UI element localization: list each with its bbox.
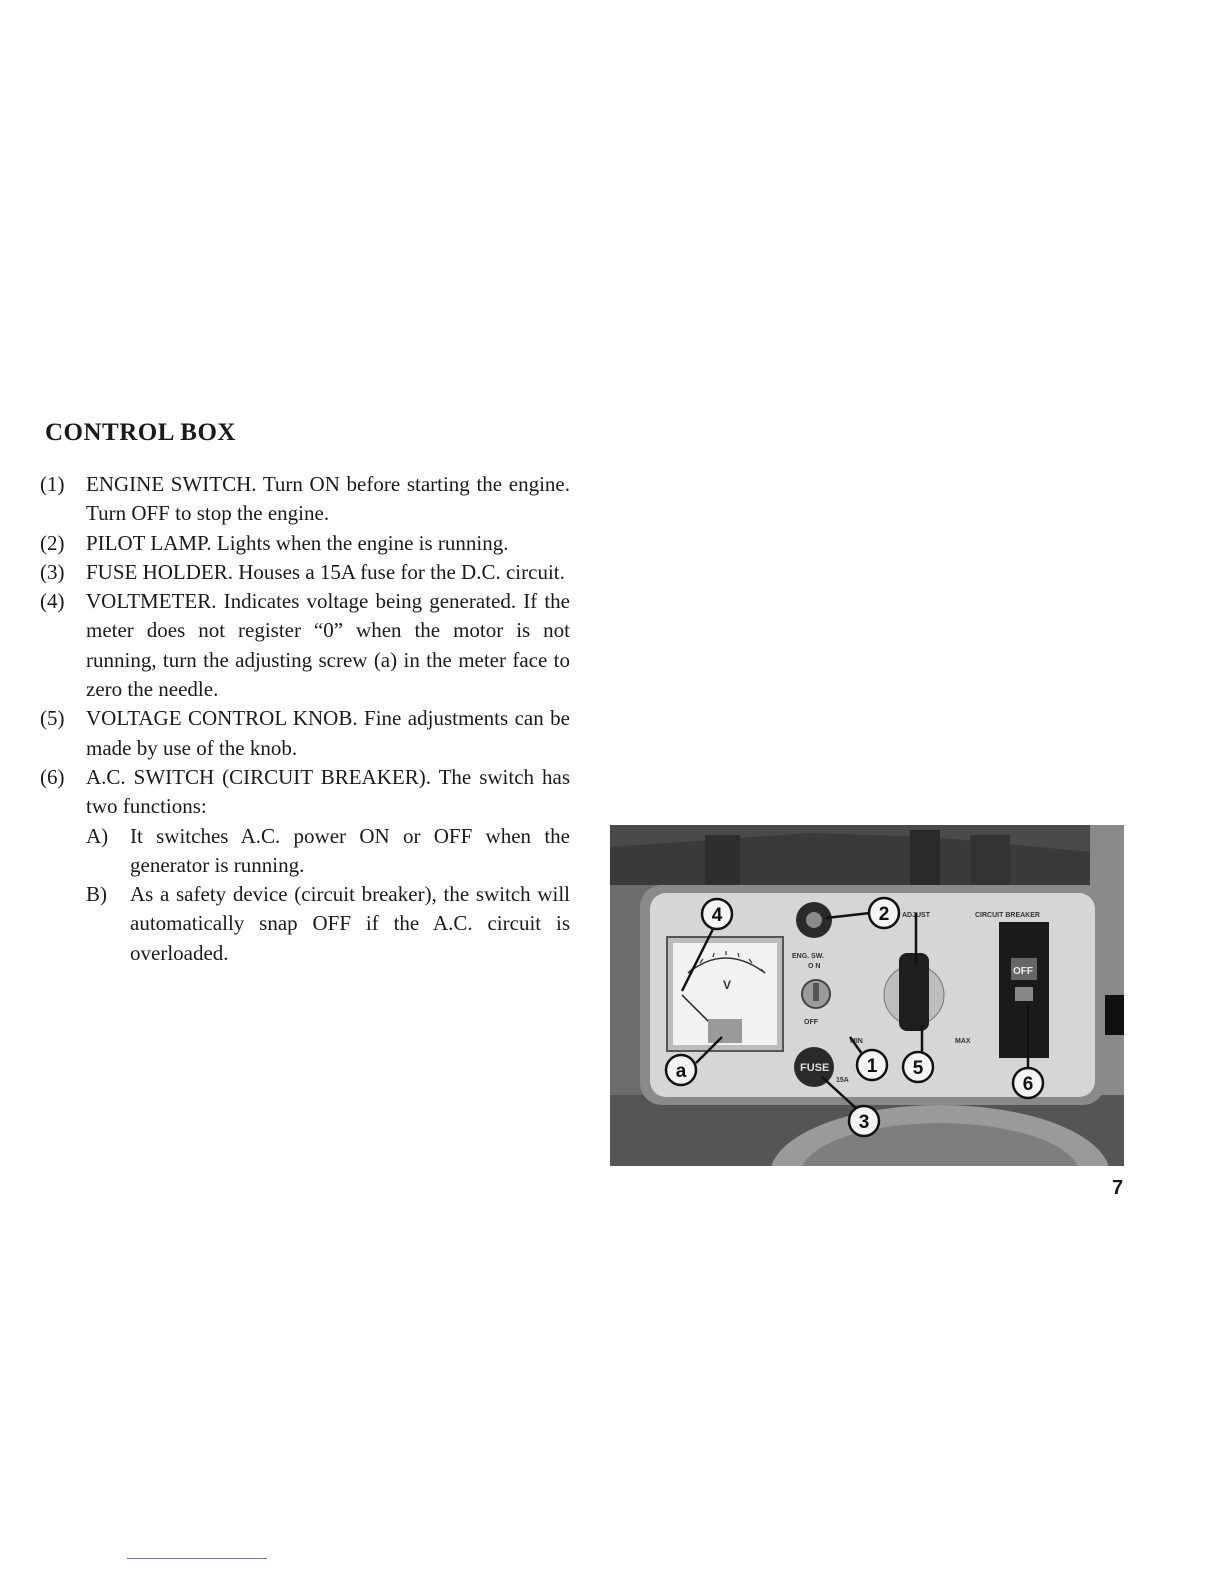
callout-label: 2 xyxy=(878,904,890,925)
sub-item-letter: B) xyxy=(86,882,107,907)
list-item xyxy=(40,704,570,763)
item-number: (6) xyxy=(40,764,65,789)
callout-2 xyxy=(869,898,899,928)
breaker-state-label: OFF xyxy=(1013,966,1033,977)
sub-item-text: As a safety device (circuit breaker), the switch will automatically snap OFF if the A.C. circuit is overloaded. xyxy=(130,882,570,965)
circuit-breaker-label: CIRCUIT BREAKER xyxy=(975,912,1040,919)
callout-5 xyxy=(903,1052,933,1082)
max-label: MAX xyxy=(955,1038,971,1045)
footnote-rule xyxy=(127,1558,267,1559)
sub-item-text: It switches A.C. power ON or OFF when the generator is running. xyxy=(130,823,570,877)
item-text: FUSE HOLDER. Houses a 15A fuse for the D.C. circuit. xyxy=(86,559,565,584)
item-text: A.C. SWITCH (CIRCUIT BREAKER). The switch has two functions: xyxy=(86,764,570,819)
item-text: VOLTAGE CONTROL KNOB. Fine adjustments can be made by use of the knob. xyxy=(86,706,570,760)
list-item xyxy=(40,558,570,587)
fuse-rating-label: 15A xyxy=(836,1077,849,1084)
callout-6 xyxy=(1013,1068,1043,1098)
list-item xyxy=(40,529,570,558)
item-number: (3) xyxy=(40,559,65,584)
callout-label: 6 xyxy=(1022,1074,1034,1095)
page-number: 7 xyxy=(1112,1177,1124,1199)
item-number: (4) xyxy=(40,589,65,614)
callout-label: a xyxy=(675,1061,687,1082)
callout-label: 5 xyxy=(912,1058,924,1079)
item-number: (1) xyxy=(40,472,65,496)
item-number: (5) xyxy=(40,706,65,731)
callout-a xyxy=(666,1055,696,1085)
voltmeter-graphic xyxy=(667,937,783,1051)
list-item xyxy=(40,763,570,968)
item-text: PILOT LAMP. Lights when the engine is running. xyxy=(86,530,509,555)
callout-1 xyxy=(857,1050,887,1080)
list-item xyxy=(40,587,570,704)
item-text: ENGINE SWITCH. Turn ON before starting the engine. Turn OFF to stop the engine. xyxy=(86,472,570,526)
item-text: VOLTMETER. Indicates voltage being generated. If the meter does not register “0” when the motor is not running, turn the adjusting screw (a) in the meter face to zero the needle. xyxy=(86,589,570,702)
sub-item xyxy=(86,880,570,968)
callout-label: 1 xyxy=(866,1056,878,1077)
control-box-list xyxy=(40,470,570,968)
on-label: O N xyxy=(808,963,821,970)
callout-label: 4 xyxy=(711,905,723,926)
callout-4 xyxy=(702,899,732,929)
item-number: (2) xyxy=(40,530,65,555)
min-label: MIN xyxy=(850,1038,863,1045)
fuse-label: FUSE xyxy=(800,1062,830,1074)
control-box-photo xyxy=(610,825,1124,1166)
section-heading: CONTROL BOX xyxy=(45,419,236,446)
list-item xyxy=(40,470,570,529)
sub-item xyxy=(86,822,570,881)
eng-sw-label: ENG. SW. xyxy=(792,953,824,960)
meter-unit-label: V xyxy=(723,978,732,992)
callout-3 xyxy=(849,1106,879,1136)
sub-item-letter: A) xyxy=(86,823,109,848)
adjust-label: ADJUST xyxy=(902,912,931,919)
callout-label: 3 xyxy=(858,1112,870,1133)
off-label: OFF xyxy=(804,1019,818,1026)
